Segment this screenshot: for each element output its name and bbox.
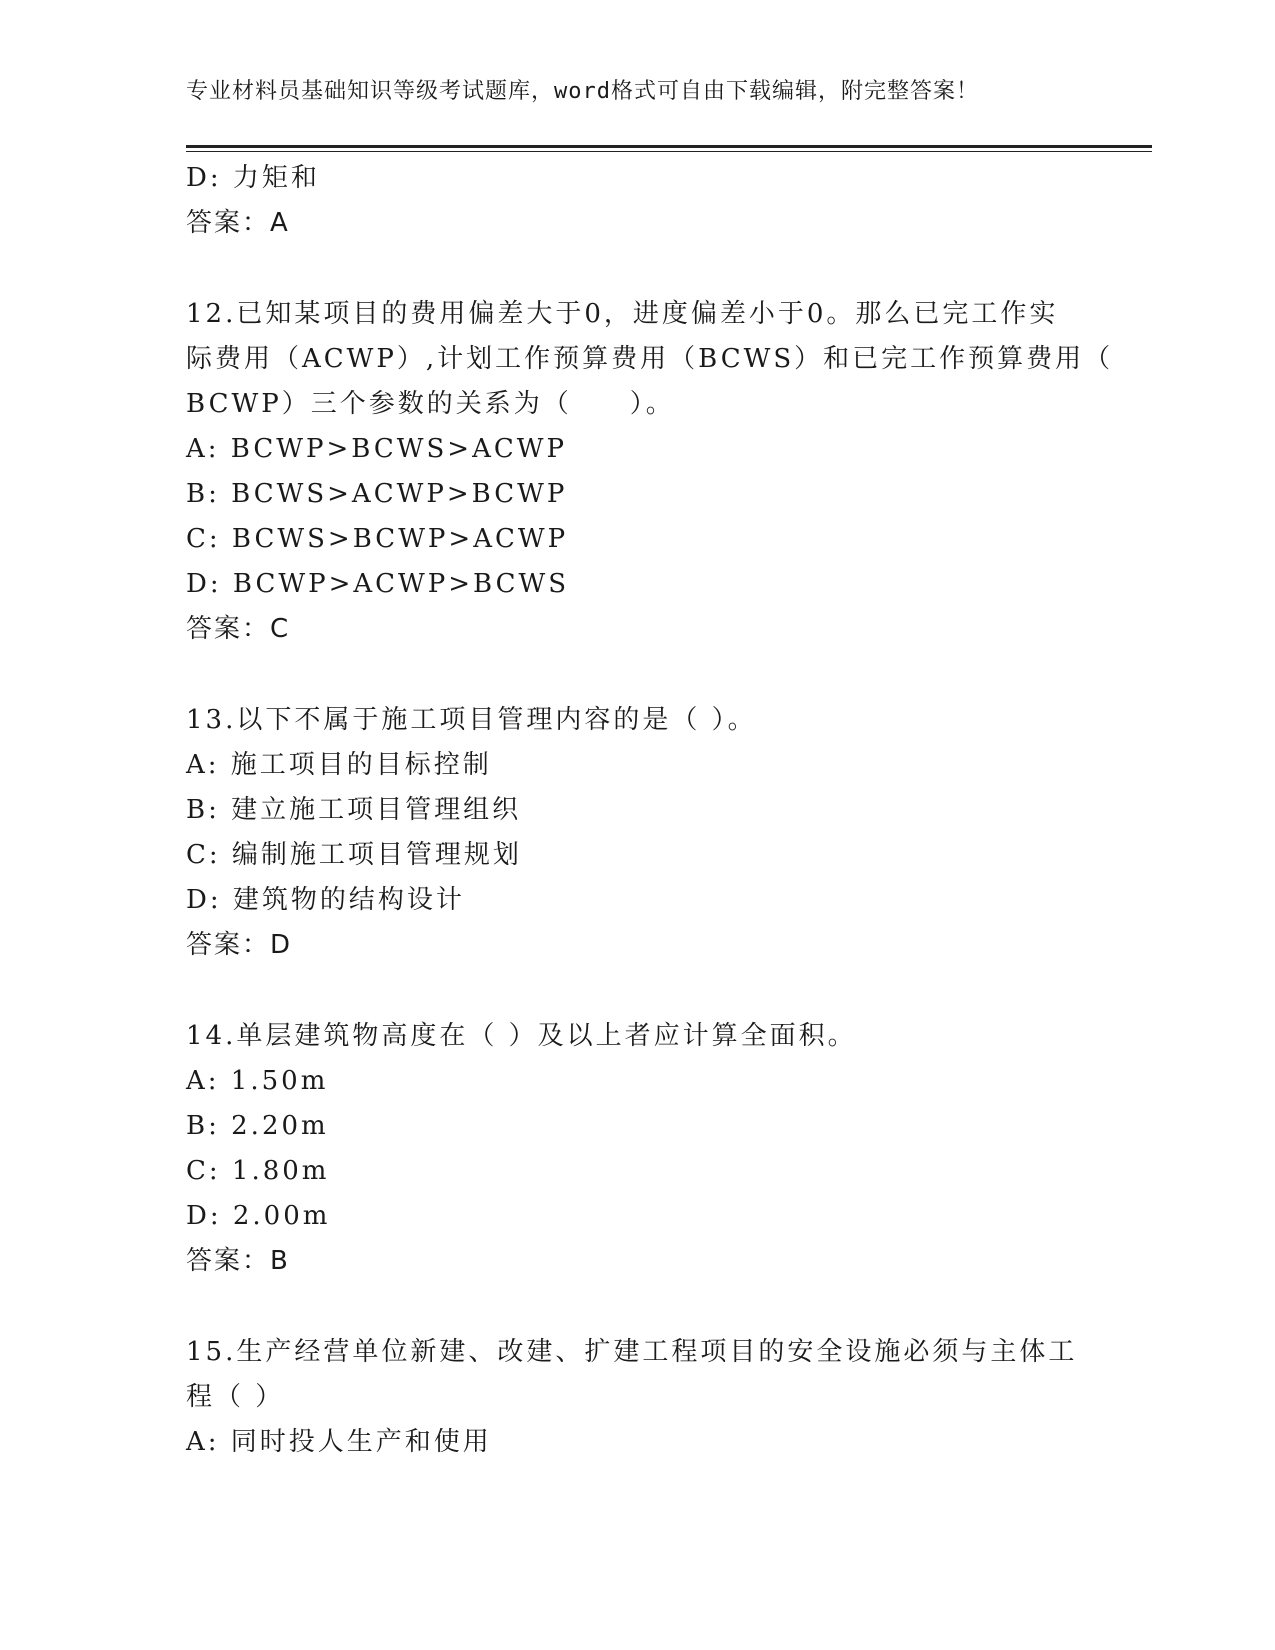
option-c: C: 编制施工项目管理规划: [186, 840, 522, 870]
option-d: D: 2.00m: [186, 1201, 331, 1231]
option-d: D: 力矩和: [186, 163, 320, 193]
answer: 答案：A: [186, 208, 290, 238]
option-d: D: BCWP>ACWP>BCWS: [186, 569, 570, 599]
option-d: D: 建筑物的结构设计: [186, 885, 465, 915]
page-header: 专业材料员基础知识等级考试题库，word格式可自由下载编辑，附完整答案！: [186, 79, 979, 104]
header-rule-thick: [186, 145, 1152, 148]
question-stem: BCWP）三个参数的关系为（ ）。: [186, 389, 675, 419]
option-a: A: BCWP>BCWS>ACWP: [186, 434, 567, 464]
option-b: B: BCWS>ACWP>BCWP: [186, 479, 568, 509]
question-stem: 13.以下不属于施工项目管理内容的是（ ）。: [186, 705, 757, 735]
option-a: A: 1.50m: [186, 1066, 329, 1096]
answer: 答案：B: [186, 1246, 290, 1276]
option-c: C: BCWS>BCWP>ACWP: [186, 524, 569, 554]
header-rule-thin: [186, 151, 1152, 152]
answer: 答案：C: [186, 614, 291, 644]
question-stem: 程（ ）: [186, 1382, 285, 1412]
answer: 答案：D: [186, 930, 293, 960]
option-b: B: 2.20m: [186, 1111, 329, 1141]
question-stem: 15.生产经营单位新建、改建、扩建工程项目的安全设施必须与主体工: [186, 1337, 1078, 1367]
question-stem: 12.已知某项目的费用偏差大于0，进度偏差小于0。那么已完工作实: [186, 299, 1059, 329]
question-stem: 际费用（ACWP）,计划工作预算费用（BCWS）和已完工作预算费用（: [186, 344, 1114, 374]
question-content: [186, 156, 1114, 1465]
option-c: C: 1.80m: [186, 1156, 330, 1186]
question-stem: 14.单层建筑物高度在（ ）及以上者应计算全面积。: [186, 1021, 857, 1051]
option-a: A: 同时投人生产和使用: [186, 1427, 492, 1457]
option-b: B: 建立施工项目管理组织: [186, 795, 522, 825]
option-a: A: 施工项目的目标控制: [186, 750, 492, 780]
